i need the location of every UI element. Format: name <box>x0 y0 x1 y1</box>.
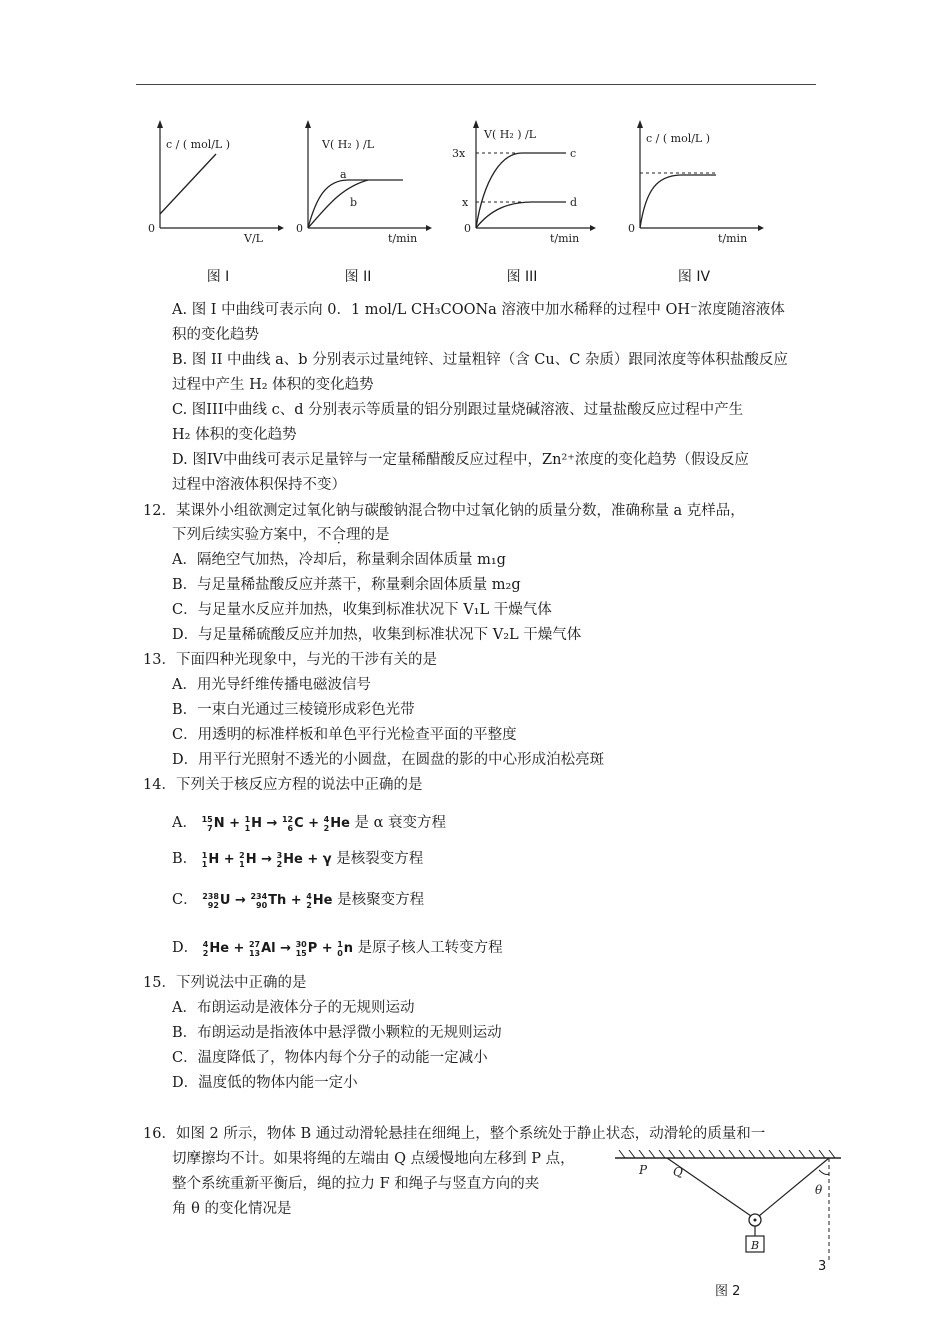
graph-4-ylabel: c / ( mol/L ) <box>646 132 711 145</box>
q14-b-equation: 1 1H + 2 1H → 3 2He + γ <box>201 850 332 869</box>
graph-4 <box>628 118 760 285</box>
graph-4-origin: 0 <box>628 222 635 235</box>
q14-option-c <box>172 890 424 911</box>
graph-4-xlabel: t/min <box>718 232 748 245</box>
figure-2-label-p: P <box>639 1163 648 1177</box>
graph-2-ylabel: V( H₂ ) /L <box>322 138 375 151</box>
graph-1-svg <box>150 118 280 258</box>
graph-2-caption: 图 II <box>344 269 372 285</box>
graph-3-caption: 图 III <box>506 269 538 285</box>
q12-option-d: D．与足量稀硫酸反应并加热，收集到标准状况下 V₂L 干燥气体 <box>172 627 582 643</box>
q12-stem-line2 <box>172 525 390 545</box>
q12-stem-line1: 12．某课外小组欲测定过氧化钠与碳酸钠混合物中过氧化钠的质量分数，准确称量 a 克样品， <box>143 503 745 519</box>
q16-stem-line2: 切摩擦均不计。如果将绳的左端由 Q 点缓慢地向左移到 P 点， <box>172 1151 575 1167</box>
graph-3-xlabel: t/min <box>550 232 580 245</box>
graph-2 <box>296 118 428 285</box>
graph-3-tick-3x: 3x <box>452 147 466 160</box>
graph-1-xlabel: V/L <box>244 232 263 245</box>
q14-a-equation: 15 7N + 1 1H → 12 6C + 4 2He <box>201 814 350 833</box>
q14-c-equation: 238 92U → 234 90Th + 4 2He <box>202 891 333 910</box>
q11-option-b-line1: B. 图 II 中曲线 a、b 分别表示过量纯锌、过量粗锌（含 Cu、C 杂质）跟同浓度等体积盐酸反应 <box>172 352 788 368</box>
q14-option-a <box>172 813 446 834</box>
figure-2-label-q: Q <box>673 1165 683 1179</box>
figure-2-svg <box>605 1150 845 1280</box>
q15-stem: 15．下列说法中正确的是 <box>143 975 307 991</box>
q11-option-b-line2: 过程中产生 H₂ 体积的变化趋势 <box>172 377 374 393</box>
graph-1-caption: 图 I <box>206 269 230 285</box>
figure-2-label-theta: θ <box>815 1183 823 1197</box>
q14-stem: 14．下列关于核反应方程的说法中正确的是 <box>143 777 423 793</box>
graph-4-caption: 图 IV <box>677 269 711 285</box>
graph-2-label-a: a <box>340 168 347 181</box>
q16-stem-line3: 整个系统重新平衡后，绳的拉力 F 和绳子与竖直方向的夹 <box>172 1176 540 1192</box>
figure-2-caption: 图 2 <box>715 1284 741 1299</box>
q11-option-c-line2: H₂ 体积的变化趋势 <box>172 427 297 443</box>
q14-c-text: 是核聚变方程 <box>337 892 425 908</box>
q14-option-d <box>172 938 503 959</box>
header-rule <box>136 84 816 85</box>
graph-3-label-c: c <box>570 147 577 160</box>
q11-option-d-line1: D. 图IV中曲线可表示足量锌与一定量稀醋酸反应过程中，Zn²⁺浓度的变化趋势（假设反应 <box>172 452 749 468</box>
q13-option-c: C．用透明的标准样板和单色平行光检查平面的平整度 <box>172 727 517 743</box>
graph-3-ylabel: V( H₂ ) /L <box>484 128 537 141</box>
q11-option-a-line1: A. 图 I 中曲线可表示向 0．1 mol/L CH₃COONa 溶液中加水稀释的过程中 OH⁻浓度随溶液体 <box>172 302 785 318</box>
q11-option-c-line1: C. 图III中曲线 c、d 分别表示等质量的铝分别跟过量烧碱溶液、过量盐酸反应过程中产生 <box>172 402 744 418</box>
q14-a-label: A． <box>172 815 197 831</box>
q13-option-d: D．用平行光照射不透光的小圆盘，在圆盘的影的中心形成泊松亮斑 <box>172 752 605 768</box>
q13-stem: 13．下面四种光现象中，与光的干涉有关的是 <box>143 652 437 668</box>
figure-2-label-b: B <box>751 1239 760 1252</box>
q14-c-label: C． <box>172 892 198 908</box>
q12-option-c: C．与足量水反应并加热，收集到标准状况下 V₁L 干燥气体 <box>172 602 552 618</box>
q16-stem-line1: 16．如图 2 所示，物体 B 通过动滑轮悬挂在细绳上，整个系统处于静止状态，动滑轮的质量和一 <box>143 1126 766 1142</box>
graph-1-ylabel: c / ( mol/L ) <box>166 138 231 151</box>
q12-option-b: B．与足量稀盐酸反应并蒸干，称量剩余固体质量 m₂g <box>172 577 521 593</box>
q12-stem-part1: 下列后续实验方案中， <box>172 527 317 543</box>
q14-d-text: 是原子核人工转变方程 <box>357 940 503 956</box>
q11-option-d-line2: 过程中溶液体积保持不变） <box>172 477 346 493</box>
q13-option-a: A．用光导纤维传播电磁波信号 <box>172 677 371 693</box>
graph-2-xlabel: t/min <box>388 232 418 245</box>
q12-stem-part3: 的是 <box>360 527 390 543</box>
q12-stem-emphasis: 不合理 <box>317 527 361 543</box>
graphs-row <box>130 118 830 288</box>
q14-b-label: B． <box>172 851 198 867</box>
figure-2 <box>605 1150 845 1340</box>
q14-d-label: D． <box>172 940 199 956</box>
q16-stem-line4: 角 θ 的变化情况是 <box>172 1201 292 1217</box>
graph-3-origin: 0 <box>464 222 471 235</box>
q15-option-c: C．温度降低了，物体内每个分子的动能一定减小 <box>172 1050 488 1066</box>
graph-3-label-d: d <box>570 196 578 209</box>
graph-4-svg <box>630 118 760 258</box>
graph-3-tick-x: x <box>462 196 469 209</box>
q15-option-b: B．布朗运动是指液体中悬浮微小颗粒的无规则运动 <box>172 1025 502 1041</box>
graph-3-svg <box>452 118 592 258</box>
q15-option-d: D．温度低的物体内能一定小 <box>172 1075 358 1091</box>
graph-1 <box>148 118 280 285</box>
graph-2-svg <box>298 118 428 258</box>
q13-option-b: B．一束白光通过三棱镜形成彩色光带 <box>172 702 415 718</box>
graph-2-origin: 0 <box>296 222 303 235</box>
q11-option-a-line2: 积的变化趋势 <box>172 327 259 343</box>
q14-d-equation: 4 2He + 27 13Al → 30 15P + 1 0n <box>202 939 354 958</box>
q14-option-b <box>172 849 423 870</box>
q12-option-a: A．隔绝空气加热，冷却后，称量剩余固体质量 m₁g <box>172 552 506 568</box>
q14-b-text: 是核裂变方程 <box>336 851 424 867</box>
graph-1-origin: 0 <box>148 222 155 235</box>
graph-2-label-b: b <box>350 196 358 209</box>
q15-option-a: A．布朗运动是液体分子的无规则运动 <box>172 1000 415 1016</box>
q14-a-text: 是 α 衰变方程 <box>354 815 447 831</box>
page-number: 3 <box>818 1259 827 1274</box>
graph-3 <box>452 118 592 285</box>
